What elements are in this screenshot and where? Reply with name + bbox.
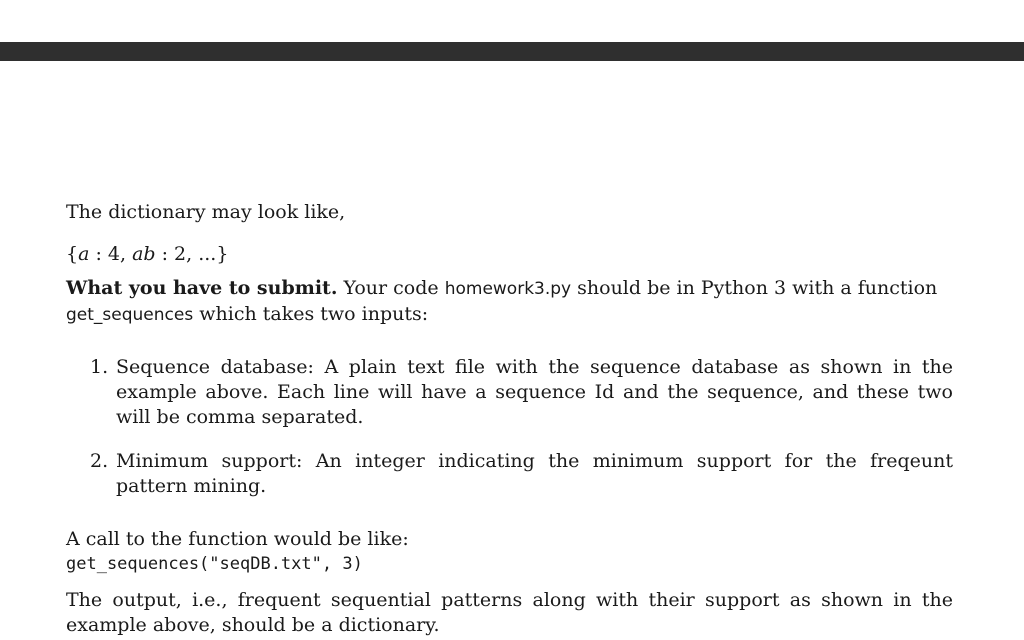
submit-text-3: which takes two inputs: <box>193 303 429 325</box>
submit-text-2: should be in Python 3 with a function <box>571 277 938 299</box>
input-item-2 <box>90 449 953 499</box>
math-sep1: : 4, <box>89 243 133 265</box>
viewer-title-bar <box>0 42 1024 61</box>
submit-heading: What you have to submit. <box>66 277 338 299</box>
math-sep2: : 2, ... <box>155 243 217 265</box>
brace-open: { <box>66 243 79 265</box>
math-ab: ab <box>132 243 156 265</box>
brace-close: } <box>216 243 229 265</box>
top-margin <box>0 0 1024 42</box>
input-item-1 <box>90 355 953 430</box>
math-a: a <box>78 243 90 265</box>
dictionary-intro <box>66 200 953 225</box>
list-number: 2. <box>90 450 109 472</box>
submit-paragraph <box>66 276 953 328</box>
code-snippet: get_sequences("seqDB.txt", 3) <box>66 554 363 574</box>
function-name: get_sequences <box>66 305 194 325</box>
list-number: 1. <box>90 356 109 378</box>
call-code <box>66 552 953 577</box>
filename: homework3.py <box>444 279 572 299</box>
output-paragraph <box>66 588 953 638</box>
output-text: The output, i.e., frequent sequential patterns along with their support as shown in the example above, should be a dictionary. <box>66 589 953 636</box>
list-text: Sequence database: A plain text file with the sequence database as shown in the example above. Each line will have a sequence Id and the sequence, and these two will be comma separated. <box>116 356 953 428</box>
submit-text-1: Your code <box>337 277 445 299</box>
list-text: Minimum support: An integer indicating the minimum support for the freqeunt pattern mining. <box>116 450 953 497</box>
call-text: A call to the function would be like: <box>66 528 409 550</box>
dictionary-example <box>66 242 953 267</box>
document-page <box>0 61 1024 640</box>
dictionary-intro-text: The dictionary may look like, <box>66 201 346 223</box>
call-intro <box>66 527 953 552</box>
